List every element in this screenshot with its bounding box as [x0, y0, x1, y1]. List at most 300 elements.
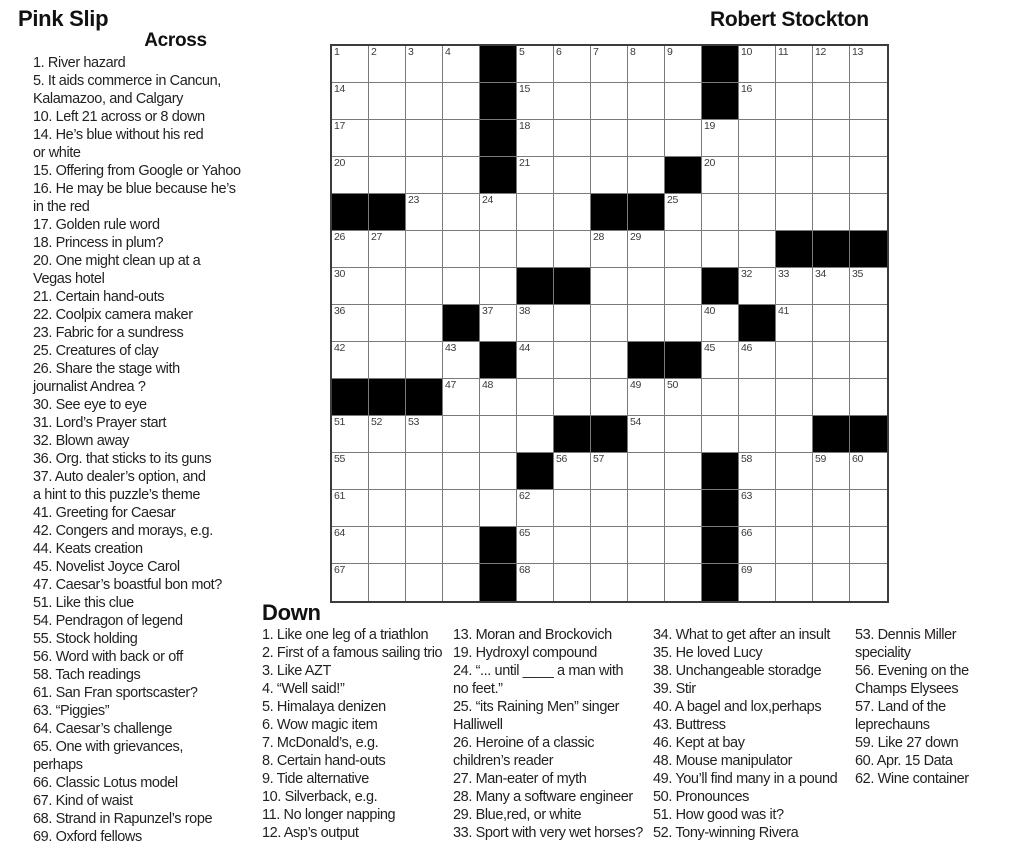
grid-cell [369, 157, 406, 194]
grid-cell [628, 490, 665, 527]
grid-cell [850, 564, 887, 601]
across-clue-line: 66. Classic Lotus model [33, 775, 178, 791]
grid-cell [443, 342, 480, 379]
grid-cell [517, 305, 554, 342]
grid-cell-black [702, 268, 739, 305]
cell-number: 3 [408, 46, 414, 58]
grid-cell [850, 305, 887, 342]
grid-cell [332, 490, 369, 527]
grid-cell-black [332, 379, 369, 416]
cell-number: 20 [334, 157, 346, 169]
grid-cell [813, 194, 850, 231]
down-clue-line: 25. “its Raining Men” singer [453, 699, 620, 715]
grid-cell [628, 527, 665, 564]
grid-cell [591, 342, 628, 379]
down-clue-line: 62. Wine container [855, 771, 969, 787]
grid-cell-black [591, 416, 628, 453]
down-clue-line: 48. Mouse manipulator [653, 753, 793, 769]
grid-cell [702, 305, 739, 342]
across-clue-line: 32. Blown away [33, 433, 129, 449]
cell-number: 50 [667, 379, 679, 391]
grid-cell [702, 231, 739, 268]
across-clue-line: journalist Andrea ? [33, 379, 146, 395]
grid-cell [406, 83, 443, 120]
grid-cell [332, 231, 369, 268]
grid-cell [813, 527, 850, 564]
down-clue-line: 28. Many a software engineer [453, 789, 633, 805]
grid-cell-black [332, 194, 369, 231]
down-clue-line: 49. You’ll find many in a pound [653, 771, 838, 787]
cell-number: 12 [815, 46, 827, 58]
grid-cell [443, 379, 480, 416]
cell-number: 66 [741, 527, 753, 539]
cell-number: 38 [519, 305, 531, 317]
down-header: Down [262, 600, 321, 625]
grid-cell [591, 527, 628, 564]
grid-cell-black [369, 194, 406, 231]
grid-cell [332, 527, 369, 564]
grid-cell [591, 453, 628, 490]
down-clue-line: 19. Hydroxyl compound [453, 645, 597, 661]
grid-cell [554, 527, 591, 564]
grid-cell [517, 157, 554, 194]
cell-number: 7 [593, 46, 599, 58]
across-clue-line: 63. “Piggies” [33, 703, 110, 719]
across-clue-line: 18. Princess in plum? [33, 235, 164, 251]
grid-cell [332, 120, 369, 157]
cell-number: 30 [334, 268, 346, 280]
grid-cell [850, 342, 887, 379]
grid-cell [406, 120, 443, 157]
down-clue-line: 10. Silverback, e.g. [262, 789, 378, 805]
cell-number: 49 [630, 379, 642, 391]
cell-number: 47 [445, 379, 457, 391]
grid-cell [628, 120, 665, 157]
grid-cell [665, 46, 702, 83]
grid-cell [665, 379, 702, 416]
cell-number: 13 [852, 46, 864, 58]
grid-cell [591, 305, 628, 342]
grid-cell [850, 527, 887, 564]
across-clue-line: 68. Strand in Rapunzel’s rope [33, 811, 213, 827]
cell-number: 27 [371, 231, 383, 243]
down-clue-line: 40. A bagel and lox,perhaps [653, 699, 822, 715]
grid-cell-black [406, 379, 443, 416]
cell-number: 65 [519, 527, 531, 539]
grid-cell [554, 157, 591, 194]
grid-cell [517, 83, 554, 120]
grid-cell [776, 157, 813, 194]
down-clue-line: 11. No longer napping [262, 807, 396, 823]
cell-number: 58 [741, 453, 753, 465]
cell-number: 2 [371, 46, 377, 58]
grid-cell [776, 379, 813, 416]
grid-cell-black [480, 564, 517, 601]
down-clue-column [453, 626, 653, 842]
across-clue-line: 23. Fabric for a sundress [33, 325, 184, 341]
cell-number: 67 [334, 564, 346, 576]
grid-cell [443, 46, 480, 83]
cell-number: 1 [334, 46, 340, 58]
across-clue-line: 36. Org. that sticks to its guns [33, 451, 212, 467]
cell-number: 19 [704, 120, 716, 132]
grid-cell [628, 305, 665, 342]
grid-cell-black [665, 342, 702, 379]
down-clues [262, 626, 1024, 842]
grid-cell [702, 157, 739, 194]
down-clue-line: 26. Heroine of a classic [453, 735, 595, 751]
cell-number: 8 [630, 46, 636, 58]
cell-number: 18 [519, 120, 531, 132]
across-clue-line: 15. Offering from Google or Yahoo [33, 163, 241, 179]
across-clue-line: 65. One with grievances, [33, 739, 183, 755]
grid-cell-black [850, 231, 887, 268]
across-clue-line: 5. It aids commerce in Cancun, [33, 73, 221, 89]
grid-cell [702, 120, 739, 157]
grid-cell [665, 527, 702, 564]
puzzle-author: Robert Stockton [710, 8, 869, 31]
down-clue-line: 27. Man-eater of myth [453, 771, 587, 787]
cell-number: 43 [445, 342, 457, 354]
cell-number: 36 [334, 305, 346, 317]
grid-cell [813, 268, 850, 305]
grid-cell [554, 342, 591, 379]
grid-cell [554, 453, 591, 490]
grid-cell [739, 379, 776, 416]
grid-cell [628, 231, 665, 268]
grid-cell [591, 490, 628, 527]
grid-cell [628, 379, 665, 416]
grid-cell-black [517, 268, 554, 305]
grid-cell [443, 120, 480, 157]
grid-cell [517, 46, 554, 83]
grid-cell [739, 231, 776, 268]
cell-number: 14 [334, 83, 346, 95]
across-clue-line: 10. Left 21 across or 8 down [33, 109, 205, 125]
grid-cell-black [702, 527, 739, 564]
grid-cell [480, 416, 517, 453]
grid-cell [776, 194, 813, 231]
grid-cell [739, 342, 776, 379]
down-clue-line: 8. Certain hand-outs [262, 753, 386, 769]
grid-cell [517, 416, 554, 453]
grid-cell [702, 379, 739, 416]
grid-cell [739, 120, 776, 157]
down-clue-line: leprechauns [855, 717, 930, 733]
grid-cell [480, 379, 517, 416]
grid-cell [443, 564, 480, 601]
grid-cell [443, 453, 480, 490]
cell-number: 62 [519, 490, 531, 502]
grid-cell [628, 46, 665, 83]
grid-cell [776, 120, 813, 157]
grid-cell [480, 194, 517, 231]
down-clue-line: 34. What to get after an insult [653, 627, 831, 643]
cell-number: 64 [334, 527, 346, 539]
grid-cell [554, 46, 591, 83]
down-clue-line: 5. Himalaya denizen [262, 699, 386, 715]
across-clue-line: 17. Golden rule word [33, 217, 160, 233]
down-clue-line: 24. “... until ____ a man with [453, 663, 624, 679]
grid-cell [776, 453, 813, 490]
across-clue-line: 55. Stock holding [33, 631, 138, 647]
down-clue-line: 1. Like one leg of a triathlon [262, 627, 429, 643]
grid-cell-black [702, 46, 739, 83]
down-clue-line: 13. Moran and Brockovich [453, 627, 612, 643]
grid-cell [702, 416, 739, 453]
cell-number: 45 [704, 342, 716, 354]
down-clue-line: 12. Asp’s output [262, 825, 359, 841]
grid-cell [554, 379, 591, 416]
grid-cell [739, 490, 776, 527]
grid-cell [665, 194, 702, 231]
across-clue-line: 56. Word with back or off [33, 649, 183, 665]
grid-cell-black [480, 120, 517, 157]
grid-cell [628, 453, 665, 490]
down-clue-line: no feet.” [453, 681, 503, 697]
grid-cell [406, 453, 443, 490]
grid-cell [702, 194, 739, 231]
grid-cell [443, 416, 480, 453]
across-clue-line: or white [33, 145, 81, 161]
grid-cell [369, 490, 406, 527]
grid-cell [332, 564, 369, 601]
cell-number: 9 [667, 46, 673, 58]
grid-cell [406, 305, 443, 342]
across-clue-line: 37. Auto dealer’s option, and [33, 469, 206, 485]
grid-cell [850, 490, 887, 527]
grid-cell [369, 305, 406, 342]
across-clue-line: 51. Like this clue [33, 595, 134, 611]
grid-cell [443, 268, 480, 305]
across-clue-line: 25. Creatures of clay [33, 343, 159, 359]
cell-number: 61 [334, 490, 346, 502]
grid-cell [665, 490, 702, 527]
grid-cell [813, 120, 850, 157]
across-clue-line: 1. River hazard [33, 55, 126, 71]
grid-cell-black [702, 490, 739, 527]
grid-cell-black [591, 194, 628, 231]
across-clue-line: 64. Caesar’s challenge [33, 721, 172, 737]
down-clue-line: 3. Like AZT [262, 663, 331, 679]
across-clue-line: 47. Caesar’s boastful bon mot? [33, 577, 222, 593]
down-clue-line: 2. First of a famous sailing trio [262, 645, 443, 661]
grid-cell [776, 83, 813, 120]
grid-cell [665, 268, 702, 305]
across-clue-line: 67. Kind of waist [33, 793, 133, 809]
grid-cell [369, 268, 406, 305]
grid-cell-black [628, 342, 665, 379]
grid-cell [739, 83, 776, 120]
cell-number: 23 [408, 194, 420, 206]
down-clue-line: 29. Blue,red, or white [453, 807, 582, 823]
grid-cell-black [554, 416, 591, 453]
across-clue-line: 30. See eye to eye [33, 397, 147, 413]
cell-number: 15 [519, 83, 531, 95]
down-clue-line: 50. Pronounces [653, 789, 749, 805]
cell-number: 42 [334, 342, 346, 354]
cell-number: 68 [519, 564, 531, 576]
grid-cell [813, 453, 850, 490]
across-clue-line: in the red [33, 199, 90, 215]
cell-number: 41 [778, 305, 790, 317]
grid-cell-black [702, 453, 739, 490]
grid-cell [443, 490, 480, 527]
grid-cell [628, 268, 665, 305]
grid-cell [850, 83, 887, 120]
down-clue-line: 53. Dennis Miller [855, 627, 957, 643]
grid-cell [332, 46, 369, 83]
grid-cell-black [665, 157, 702, 194]
grid-cell [332, 342, 369, 379]
across-clue-line: perhaps [33, 757, 83, 773]
down-clue-line: 56. Evening on the [855, 663, 969, 679]
grid-cell [406, 194, 443, 231]
grid-cell [554, 564, 591, 601]
down-clue-line: 7. McDonald’s, e.g. [262, 735, 379, 751]
grid-cell [739, 416, 776, 453]
across-clue-line: Kalamazoo, and Calgary [33, 91, 183, 107]
grid-cell [776, 490, 813, 527]
down-clue-line: 6. Wow magic item [262, 717, 378, 733]
grid-cell [850, 194, 887, 231]
grid-cell [739, 453, 776, 490]
grid-cell [369, 120, 406, 157]
grid-cell-black [739, 305, 776, 342]
grid-cell-black [628, 194, 665, 231]
down-clue-line: 9. Tide alternative [262, 771, 369, 787]
grid-cell [443, 231, 480, 268]
grid-cell [554, 120, 591, 157]
cell-number: 63 [741, 490, 753, 502]
down-clue-line: 60. Apr. 15 Data [855, 753, 953, 769]
cell-number: 20 [704, 157, 716, 169]
grid-cell [739, 194, 776, 231]
grid-cell [480, 490, 517, 527]
grid-cell [369, 527, 406, 564]
grid-cell [813, 564, 850, 601]
cell-number: 59 [815, 453, 827, 465]
grid-cell [406, 46, 443, 83]
grid-cell [591, 231, 628, 268]
grid-cell [443, 527, 480, 564]
across-clue-line: 41. Greeting for Caesar [33, 505, 176, 521]
down-clue-column [262, 626, 453, 842]
grid-cell [776, 564, 813, 601]
down-clue-line: Champs Elysees [855, 681, 959, 697]
grid-cell [665, 83, 702, 120]
grid-cell [591, 46, 628, 83]
grid-cell [739, 527, 776, 564]
across-header: Across [144, 30, 207, 51]
cell-number: 51 [334, 416, 346, 428]
across-clue-line: 45. Novelist Joyce Carol [33, 559, 180, 575]
cell-number: 24 [482, 194, 494, 206]
cell-number: 26 [334, 231, 346, 243]
grid-cell [776, 342, 813, 379]
grid-cell [332, 157, 369, 194]
grid-cell-black [776, 231, 813, 268]
grid-cell [776, 527, 813, 564]
cell-number: 17 [334, 120, 346, 132]
cell-number: 55 [334, 453, 346, 465]
grid-cell [406, 564, 443, 601]
across-clue-line: 44. Keats creation [33, 541, 143, 557]
across-clue-line: 31. Lord’s Prayer start [33, 415, 167, 431]
grid-cell [739, 46, 776, 83]
grid-cell [850, 120, 887, 157]
down-clue-column [653, 626, 855, 842]
cell-number: 44 [519, 342, 531, 354]
cell-number: 21 [519, 157, 531, 169]
down-clue-line: 35. He loved Lucy [653, 645, 763, 661]
grid-cell [443, 194, 480, 231]
grid-cell [813, 305, 850, 342]
cell-number: 46 [741, 342, 753, 354]
grid-cell [369, 342, 406, 379]
cell-number: 54 [630, 416, 642, 428]
cell-number: 4 [445, 46, 451, 58]
grid-cell-black [480, 342, 517, 379]
grid-cell [406, 157, 443, 194]
grid-cell-black [480, 157, 517, 194]
grid-cell [628, 564, 665, 601]
across-clue-line: 20. One might clean up at a [33, 253, 201, 269]
grid-cell [517, 379, 554, 416]
cell-number: 25 [667, 194, 679, 206]
down-clue-line: 39. Stir [653, 681, 696, 697]
cell-number: 48 [482, 379, 494, 391]
down-clue-line: 33. Sport with very wet horses? [453, 825, 643, 841]
cell-number: 34 [815, 268, 827, 280]
grid-cell [517, 564, 554, 601]
cell-number: 56 [556, 453, 568, 465]
down-clue-line: 43. Buttress [653, 717, 726, 733]
grid-cell [665, 120, 702, 157]
puzzle-title: Pink Slip [18, 6, 109, 31]
grid-cell-black [702, 83, 739, 120]
grid-cell [739, 268, 776, 305]
across-clue-line: Vegas hotel [33, 271, 105, 287]
grid-cell [665, 416, 702, 453]
down-clue-line: children’s reader [453, 753, 554, 769]
cell-number: 40 [704, 305, 716, 317]
cell-number: 16 [741, 83, 753, 95]
grid-cell [332, 83, 369, 120]
grid-cell [554, 231, 591, 268]
down-clue-line: 46. Kept at bay [653, 735, 745, 751]
grid-cell [517, 342, 554, 379]
grid-cell [850, 157, 887, 194]
cell-number: 53 [408, 416, 420, 428]
across-clue-line: 22. Coolpix camera maker [33, 307, 193, 323]
grid-cell [332, 268, 369, 305]
down-clue-line: Halliwell [453, 717, 503, 733]
down-clue-line: 52. Tony-winning Rivera [653, 825, 799, 841]
across-clue-line: 69. Oxford fellows [33, 829, 142, 845]
grid-cell [369, 453, 406, 490]
grid-cell [776, 416, 813, 453]
across-clue-line: a hint to this puzzle’s theme [33, 487, 201, 503]
grid-cell [406, 416, 443, 453]
grid-cell-black [480, 83, 517, 120]
grid-cell-black [443, 305, 480, 342]
grid-cell [332, 416, 369, 453]
down-clue-line: 59. Like 27 down [855, 735, 959, 751]
grid-cell-black [480, 46, 517, 83]
grid-cell [554, 490, 591, 527]
grid-cell-black [517, 453, 554, 490]
